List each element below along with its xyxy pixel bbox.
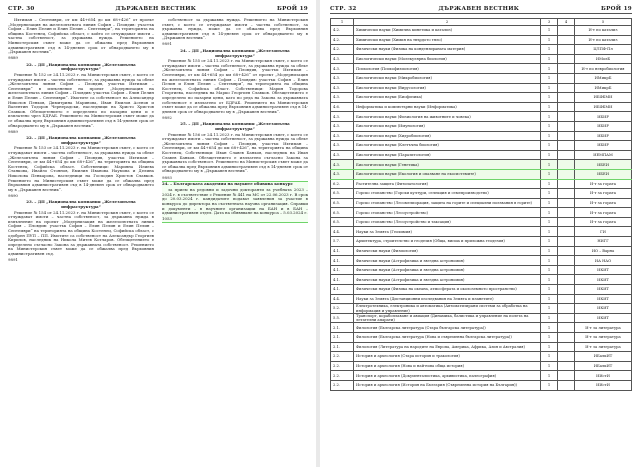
row-level: 1 bbox=[541, 294, 558, 304]
row-institute: ИБЕИ bbox=[575, 160, 632, 170]
row-code: 2.2. bbox=[331, 361, 354, 371]
row-field-name: Физически науки (Физиология) bbox=[354, 246, 541, 256]
row-count bbox=[558, 361, 575, 371]
row-count bbox=[558, 102, 575, 112]
row-level: 1 bbox=[541, 83, 558, 93]
highlighted-announcement bbox=[162, 182, 308, 222]
row-code: 4.1. bbox=[331, 275, 354, 285]
row-count bbox=[558, 342, 575, 352]
row-institute: И-т за гората bbox=[575, 217, 632, 227]
row-field-name: Физически науки (Астрофизика и звездна астрономия) bbox=[354, 275, 541, 285]
column-number: 2 bbox=[354, 19, 541, 26]
notice-number: 1053 bbox=[162, 216, 172, 222]
row-code: 5.7. bbox=[331, 237, 354, 247]
row-count bbox=[558, 83, 575, 93]
notice-number: 9892 bbox=[162, 114, 172, 120]
row-institute: ИКИТ bbox=[575, 294, 632, 304]
row-field-name: Архитектура, строителство и геодезия (Обща, висша и приложна геодезия) bbox=[354, 237, 541, 247]
table-row bbox=[331, 380, 632, 390]
row-code: 2.2. bbox=[331, 380, 354, 390]
row-level: 1 bbox=[541, 93, 558, 103]
row-code: 2.1. bbox=[331, 323, 354, 333]
row-code: 4.2. bbox=[331, 45, 354, 55]
row-institute: НИГГ bbox=[575, 237, 632, 247]
row-institute: ИКИТ bbox=[575, 265, 632, 275]
row-level: 1 bbox=[541, 35, 558, 45]
table-row bbox=[331, 304, 632, 314]
highlighted-heading: 24. – Българската академия на науките обявява конкурс bbox=[162, 181, 293, 187]
row-count bbox=[558, 256, 575, 266]
table-row bbox=[331, 73, 632, 83]
row-level: 1 bbox=[541, 217, 558, 227]
row-level: 1 bbox=[541, 141, 558, 151]
row-institute: И-т по катализ bbox=[575, 26, 632, 36]
row-code: 4.3. bbox=[331, 131, 354, 141]
row-level: 1 bbox=[541, 73, 558, 83]
row-count bbox=[558, 169, 575, 179]
row-code: 4.3. bbox=[331, 54, 354, 64]
row-level: 1 bbox=[541, 342, 558, 352]
row-code: 6.5. bbox=[331, 208, 354, 218]
left-page-header bbox=[8, 6, 308, 12]
left-page bbox=[0, 0, 316, 467]
table-row bbox=[331, 83, 632, 93]
row-level: 1 bbox=[541, 26, 558, 36]
row-institute: ИБФБМИ bbox=[575, 93, 632, 103]
row-count bbox=[558, 227, 575, 237]
row-level: 1 bbox=[541, 169, 558, 179]
row-institute: И-т за литература bbox=[575, 333, 632, 343]
row-count bbox=[558, 333, 575, 343]
table-row bbox=[331, 121, 632, 131]
row-code: 4.3. bbox=[331, 83, 354, 93]
row-code: 6.5. bbox=[331, 189, 354, 199]
table-row bbox=[331, 256, 632, 266]
row-institute: ИМолБ bbox=[575, 54, 632, 64]
table-row bbox=[331, 131, 632, 141]
row-institute: ИБФБМИ bbox=[575, 102, 632, 112]
row-institute: ИБИР bbox=[575, 112, 632, 122]
row-code: 2.2. bbox=[331, 352, 354, 362]
table-row bbox=[331, 333, 632, 343]
row-institute: ИБИР bbox=[575, 121, 632, 131]
table-row bbox=[331, 169, 632, 179]
row-count bbox=[558, 265, 575, 275]
row-code: 6.2. bbox=[331, 179, 354, 189]
row-institute: И-т за литература bbox=[575, 342, 632, 352]
table-row bbox=[331, 54, 632, 64]
table-row bbox=[331, 64, 632, 74]
row-count bbox=[558, 160, 575, 170]
table-row bbox=[331, 371, 632, 381]
row-count bbox=[558, 179, 575, 189]
row-level: 1 bbox=[541, 150, 558, 160]
table-row bbox=[331, 160, 632, 170]
newspaper-title: ДЪРЖАВЕН ВЕСТНИК bbox=[438, 6, 520, 12]
row-field-name: Физически науки (Физика на кондензираната материя) bbox=[354, 45, 541, 55]
section-heading: 24. – ДП „Национална компания „Железопътна инфраструктура“ bbox=[180, 48, 290, 58]
row-institute: ИИстИ bbox=[575, 371, 632, 381]
row-level: 1 bbox=[541, 333, 558, 343]
row-count bbox=[558, 285, 575, 295]
column-number: 4 bbox=[558, 19, 575, 26]
left-page-columns bbox=[8, 18, 308, 463]
table-row bbox=[331, 45, 632, 55]
row-field-name: Биологически науки (Физиология на животните и човека) bbox=[354, 112, 541, 122]
table-row bbox=[331, 141, 632, 151]
section-heading: 23. – ДП „Национална компания „Железопътна инфраструктура“ bbox=[26, 199, 136, 210]
table-row bbox=[331, 361, 632, 371]
row-code: 4.3. bbox=[331, 150, 354, 160]
row-level: 1 bbox=[541, 246, 558, 256]
paragraph: Решение № 156 от 24.11.2023 г. на Министерския съвет, с което се отчуждават имоти – частна собственост, за държавна нужда за обект „Железопътна линия София – Пловдив, участък Ихтиман – Септември, от км 44+654 до км 68+426“, на територията на община Костенец. Собственици: Иван Славев Банков, наследник на Иван Славев Банков. Обезщетението е изплатено съгласно Закона за държавната собственост. Решението на Министерския съвет може да се обжалва пред Върховния административен съд в 14-дневен срок от обнародването му в „Държавен вестник“. bbox=[162, 131, 308, 174]
row-count bbox=[558, 294, 575, 304]
row-field-name: Химически науки (Химична кинетика и катализ) bbox=[354, 26, 541, 36]
row-code: 5.5. bbox=[331, 313, 354, 323]
row-field-name: Горско стопанство (Лесоустройство и таксация) bbox=[354, 217, 541, 227]
row-count bbox=[558, 112, 575, 122]
row-institute: ИБалкИТ bbox=[575, 352, 632, 362]
row-level: 1 bbox=[541, 256, 558, 266]
table-row bbox=[331, 150, 632, 160]
issue-number: БРОЙ 19 bbox=[601, 6, 632, 12]
row-count bbox=[558, 237, 575, 247]
row-field-name: Горско стопанство (Лесоустройство) bbox=[354, 208, 541, 218]
paragraph: Решение № 153 от 24.11.2023 г. на Министерския съвет, с което се отчуждават имоти – частна собственост, за държавна нужда за обект „Железопътна линия София – Пловдив, участък Ихтиман – Септември, от км 44+654 до км 68+426“, на територията на община Костенец, Софийска област. Собственици: Марияна Илиева Станкова, Ивайло Стоянов, Емилия Иванова Наумова и Делина Николова Пенкарова, наследници на Господин Христов Славков. Решението на Министерския съвет може да се обжалва пред Върховния административен съд в 14-дневен срок от обнародването му в „Държавен вестник“. bbox=[8, 145, 154, 192]
row-field-name: Науки за Земята (Геохимия) bbox=[354, 227, 541, 237]
row-institute: ИБЕИ bbox=[575, 169, 632, 179]
row-institute: ИБИР bbox=[575, 141, 632, 151]
row-code: 4.2. bbox=[331, 35, 354, 45]
row-code: 2.1. bbox=[331, 342, 354, 352]
row-level: 1 bbox=[541, 198, 558, 208]
row-level: 1 bbox=[541, 131, 558, 141]
row-count bbox=[558, 246, 575, 256]
row-count bbox=[558, 35, 575, 45]
table-row bbox=[331, 294, 632, 304]
notice-number: 9891 bbox=[162, 41, 172, 47]
row-institute: ИКИТ bbox=[575, 275, 632, 285]
row-institute: И-т за гората bbox=[575, 189, 632, 199]
row-field-name: Електротехника, електроника и автоматика (Автоматизирани системи за обработка на информация и управление) bbox=[354, 304, 541, 314]
row-level: 1 bbox=[541, 237, 558, 247]
column-number-row bbox=[331, 19, 632, 26]
row-field-name: Биологически науки (Вирусология) bbox=[354, 83, 541, 93]
row-level: 1 bbox=[541, 102, 558, 112]
row-field-name: Информатика и компютърни науки (Информатика) bbox=[354, 102, 541, 112]
row-code: 6.5. bbox=[331, 217, 354, 227]
row-field-name: Биологически науки (Клетъчна биология) bbox=[354, 141, 541, 151]
row-field-name: Науки за Земята (Дистанционни изследвания на Земята и планетите) bbox=[354, 294, 541, 304]
row-level: 1 bbox=[541, 54, 558, 64]
row-institute: ЦЛПФ-Пл bbox=[575, 45, 632, 55]
row-count bbox=[558, 217, 575, 227]
row-level: 1 bbox=[541, 313, 558, 323]
notice-number: 9891 bbox=[8, 257, 18, 263]
table-row bbox=[331, 227, 632, 237]
row-field-name: Биологически науки (Паразитология) bbox=[354, 150, 541, 160]
row-level: 1 bbox=[541, 380, 558, 390]
row-level: 1 bbox=[541, 361, 558, 371]
header-rule bbox=[8, 13, 308, 14]
highlighted-text: за прием на редовни и задочни докторанти за учебната 2023 – 2024 г. в съответствие с Решение № 441 на МС от 22.06.2023 г. В срок до 20.03.2024 г. кандидатите подават заявления за участие в конкурса до директора на съответната научна организация. Справки и документи – в научните организации на БАН и в БАН – административен отдел. Дата на обявяване на конкурса – 5.03.2024 г. bbox=[162, 187, 308, 216]
row-institute: ИМикрБ bbox=[575, 73, 632, 83]
row-institute: И-т по катализ bbox=[575, 35, 632, 45]
row-level: 1 bbox=[541, 323, 558, 333]
row-code: 6.5. bbox=[331, 198, 354, 208]
row-code: 4.3. bbox=[331, 160, 354, 170]
row-field-name: Транспорт, корабоплаване и авиация (Динамика, балистика и управление на полета на летателни апарати) bbox=[354, 313, 541, 323]
row-count bbox=[558, 121, 575, 131]
notice-number: 9893 bbox=[162, 174, 172, 180]
row-institute: И-т по невробиология bbox=[575, 64, 632, 74]
column-number: 1 bbox=[331, 19, 354, 26]
table-row bbox=[331, 189, 632, 199]
row-count bbox=[558, 380, 575, 390]
row-count bbox=[558, 275, 575, 285]
row-field-name: Биологически науки (Молекулярна биология) bbox=[354, 54, 541, 64]
row-count bbox=[558, 371, 575, 381]
table-row bbox=[331, 285, 632, 295]
table-row bbox=[331, 179, 632, 189]
row-count bbox=[558, 198, 575, 208]
row-field-name: Филология (Българска литература (Нова и съвременна българска литература)) bbox=[354, 333, 541, 343]
row-institute: И-т за гората bbox=[575, 208, 632, 218]
table-row bbox=[331, 342, 632, 352]
row-field-name: История и археология (Документалистика, архивистика, палеография) bbox=[354, 371, 541, 381]
row-institute: И-т за литература bbox=[575, 323, 632, 333]
row-field-name: История и археология (Стара история и тракология) bbox=[354, 352, 541, 362]
row-count bbox=[558, 313, 575, 323]
row-field-name: История и археология (История на България (Съвременна история на България)) bbox=[354, 380, 541, 390]
newspaper-title: ДЪРЖАВЕН ВЕСТНИК bbox=[115, 6, 197, 12]
row-institute: ИО – Варна bbox=[575, 246, 632, 256]
row-count bbox=[558, 93, 575, 103]
table-row bbox=[331, 93, 632, 103]
row-count bbox=[558, 73, 575, 83]
row-institute: И-т за гората bbox=[575, 179, 632, 189]
row-level: 1 bbox=[541, 160, 558, 170]
right-page bbox=[320, 0, 640, 467]
row-field-name: Физически науки (Физика на океана, атмосферата и околоземното пространство) bbox=[354, 285, 541, 295]
row-code: 2.2. bbox=[331, 371, 354, 381]
row-count bbox=[558, 141, 575, 151]
column-number: 3 bbox=[541, 19, 558, 26]
doctoral-programs-table bbox=[330, 18, 632, 391]
row-level: 1 bbox=[541, 189, 558, 199]
notice-number: 9889 bbox=[8, 128, 18, 134]
row-count bbox=[558, 131, 575, 141]
page-number: СТР. 32 bbox=[330, 6, 357, 12]
row-level: 1 bbox=[541, 208, 558, 218]
row-count bbox=[558, 352, 575, 362]
row-institute: ИКИТ bbox=[575, 285, 632, 295]
row-code: 4.3. bbox=[331, 121, 354, 131]
row-code: 4.2. bbox=[331, 26, 354, 36]
row-count bbox=[558, 189, 575, 199]
table-row bbox=[331, 102, 632, 112]
header-rule bbox=[330, 13, 632, 14]
row-count bbox=[558, 208, 575, 218]
row-field-name: Горско стопанство (Горски култури, селекция и семепроизводство) bbox=[354, 189, 541, 199]
row-field-name: Биологически науки (Микробиология) bbox=[354, 73, 541, 83]
notice-number: 9890 bbox=[8, 192, 18, 198]
row-institute: ИБИР bbox=[575, 131, 632, 141]
row-field-name: История и археология (Нова и най-нова обща история) bbox=[354, 361, 541, 371]
table-row bbox=[331, 208, 632, 218]
paragraph: Ихтиман – Септември, от км 44+654 до км 68+426“ от проект „Модернизация на железопътната линия София – Пловдив: участък София – Елин Пелин и Елин Пелин – Септември“, на територията на община Костенец, Софийска област, с който се отчуждават имоти – частна собственост, за държавна нужда. Решението на Министерския съвет може да се обжалва пред Върховния административен съд в 14-дневен срок от обнародването му в „Държавен вестник“. bbox=[8, 18, 154, 55]
notice-number: 9889 bbox=[8, 55, 18, 61]
row-level: 1 bbox=[541, 285, 558, 295]
row-level: 1 bbox=[541, 121, 558, 131]
row-count bbox=[558, 64, 575, 74]
table-row bbox=[331, 323, 632, 333]
row-count bbox=[558, 323, 575, 333]
row-institute: ИА НАО bbox=[575, 256, 632, 266]
row-field-name: Биологически науки (Генетика) bbox=[354, 160, 541, 170]
row-institute: ГИ bbox=[575, 227, 632, 237]
table-row bbox=[331, 246, 632, 256]
row-code: 4.1. bbox=[331, 285, 354, 295]
table-row bbox=[331, 237, 632, 247]
row-code: 4.3. bbox=[331, 112, 354, 122]
column-number: 5 bbox=[575, 19, 632, 26]
row-level: 1 bbox=[541, 179, 558, 189]
row-institute: ИКИТ bbox=[575, 304, 632, 314]
row-field-name: Биологически науки (Биофизика) bbox=[354, 93, 541, 103]
row-code: 4.1. bbox=[331, 256, 354, 266]
table-row bbox=[331, 26, 632, 36]
row-institute: ИБалкИТ bbox=[575, 361, 632, 371]
issue-number: БРОЙ 19 bbox=[277, 6, 308, 12]
row-level: 1 bbox=[541, 304, 558, 314]
row-level: 1 bbox=[541, 352, 558, 362]
row-field-name: Биологически науки (Имунология) bbox=[354, 121, 541, 131]
row-code: 2.1. bbox=[331, 333, 354, 343]
row-level: 1 bbox=[541, 265, 558, 275]
row-institute: ИЕМПАМ bbox=[575, 150, 632, 160]
page-number: СТР. 30 bbox=[8, 6, 35, 12]
column-1 bbox=[8, 18, 154, 463]
row-level: 1 bbox=[541, 112, 558, 122]
paragraph: Решение № 155 от 24.11.2023 г. на Министерския съвет, с което се отчуждават имоти – частна собственост, за държавна нужда за обект „Железопътна линия София – Пловдив, участък Ихтиман – Септември, от км 44+654 до км 68+426“ от проект „Модернизация на железопътната линия София – Пловдив: участък София – Елин Пелин и Елин Пелин – Септември“, на територията на община Костенец, Софийска област. Собственици: Мария Тодорова Георгиева, наследник на Марко Георгиев Славков. Обезщетението е определено по пазарни цени, като по реда на Закона за държавната собственост е изплатено от БДРАБ. Решението на Министерския съвет може да се обжалва пред Върховния административен съд в 14-дневен срок от обнародването му в „Държавен вестник“. bbox=[162, 58, 308, 114]
section-heading: 22. – ДП „Национална компания „Железопътна инфраструктура“ bbox=[26, 135, 136, 145]
paragraph: Решение № 152 от 24.11.2023 г. на Министерския съвет, с което се отчуждават имоти – частна собственост, за държавна нужда за обект „Железопътна линия София – Пловдив, участък Ихтиман – Септември“ в изпълнение на проект „Модернизация на железопътната линия София – Пловдив: участък София – Елин Пелин и Елин Пелин – Септември“. Имотите са собственост на Александър Николов Пенков, Димитрина Маринова, Иван Емилов Асенов и Валентин Тодоров Чернерадски, наследници на Христо Христов Славков. Обезщетението е определено по пазарни цени и е изплатено чрез БДРАБ. Решението на Министерския съвет може да се обжалва пред Върховния административен съд в 14-дневен срок от обнародването му в „Държавен вестник“. bbox=[8, 72, 154, 128]
row-code: 4.3. bbox=[331, 141, 354, 151]
column-2 bbox=[162, 18, 308, 463]
row-code: 4.3. bbox=[331, 73, 354, 83]
row-field-name: Физически науки (Астрофизика и звездна астрономия) bbox=[354, 256, 541, 266]
row-level: 1 bbox=[541, 45, 558, 55]
row-field-name: Горско стопанство (Лесомелиорация, защита на горите и специални ползвания в горите) bbox=[354, 198, 541, 208]
row-field-name: Психология (Психофизиология) bbox=[354, 64, 541, 74]
paragraph: Решение № 154 от 24.11.2023 г. на Министерския съвет, с което се отчуждават имоти – частна собственост, за държавна нужда в изпълнение на проект „Модернизация на железопътната линия София – Пловдив: участък София – Елин Пелин и Елин Пелин – Септември“ на територията на община Костенец, Софийска област, с одобрен ПУП – ПП. Имотите са собственост на Александър Георгиев Кирилов, наследник на Никола Митев Котларов. Обезщетението е определено съгласно Закона за държавната собственост. Решението на Министерския съвет може да се обжалва пред Върховния административен съд. bbox=[8, 209, 154, 256]
section-heading: 25. – ДП „Национална компания „Железопътна инфраструктура“ bbox=[180, 121, 290, 132]
row-count bbox=[558, 26, 575, 36]
table-row bbox=[331, 313, 632, 323]
row-institute: ИМикрБ bbox=[575, 83, 632, 93]
row-field-name: Растителна защита (Фитопатология) bbox=[354, 179, 541, 189]
table-row bbox=[331, 265, 632, 275]
row-count bbox=[558, 150, 575, 160]
row-code: 4.6. bbox=[331, 102, 354, 112]
row-field-name: Филология (Литература на народите на Европа, Америка, Африка, Азия и Австралия) bbox=[354, 342, 541, 352]
row-institute: ИИстИ bbox=[575, 380, 632, 390]
table-row bbox=[331, 352, 632, 362]
table-row bbox=[331, 35, 632, 45]
row-code: 5.2. bbox=[331, 304, 354, 314]
row-field-name: Филология (Българска литература (Стара българска литература)) bbox=[354, 323, 541, 333]
row-level: 1 bbox=[541, 64, 558, 74]
section-heading: 22. – ДП „Национална компания „Железопътна инфраструктура“ bbox=[26, 61, 136, 72]
row-level: 1 bbox=[541, 371, 558, 381]
row-level: 1 bbox=[541, 275, 558, 285]
row-field-name: Биологически науки (Екология и опазване на екосистемите) bbox=[354, 169, 541, 179]
row-level: 1 bbox=[541, 227, 558, 237]
row-count bbox=[558, 54, 575, 64]
row-institute: И-т за гората bbox=[575, 198, 632, 208]
right-page-header bbox=[330, 6, 632, 12]
row-institute: ИКИТ bbox=[575, 313, 632, 323]
row-code: 4.1. bbox=[331, 265, 354, 275]
row-field-name: Физически науки (Астрофизика и звездна астрономия) bbox=[354, 265, 541, 275]
row-code: 4.4. bbox=[331, 227, 354, 237]
row-code: 4.3. bbox=[331, 93, 354, 103]
row-field-name: Биологически науки (Хидробиология) bbox=[354, 131, 541, 141]
row-code: 4.1. bbox=[331, 246, 354, 256]
table-row bbox=[331, 198, 632, 208]
row-count bbox=[558, 304, 575, 314]
paragraph: собственост за държавна нужда. Решението на Министерския съвет, с което се отчуждават имоти – частна собственост, за държавна нужда, може да се обжалва пред Върховния административен съд в 14-дневен срок от обнародването му в „Държавен вестник“. bbox=[162, 18, 308, 41]
table-row bbox=[331, 275, 632, 285]
row-code: 4.3. bbox=[331, 64, 354, 74]
table-row bbox=[331, 217, 632, 227]
table-row bbox=[331, 112, 632, 122]
row-code: 4.4. bbox=[331, 294, 354, 304]
row-field-name: Химически науки (Химия на твърдото тяло) bbox=[354, 35, 541, 45]
row-count bbox=[558, 45, 575, 55]
row-code: 4.3. bbox=[331, 169, 354, 179]
